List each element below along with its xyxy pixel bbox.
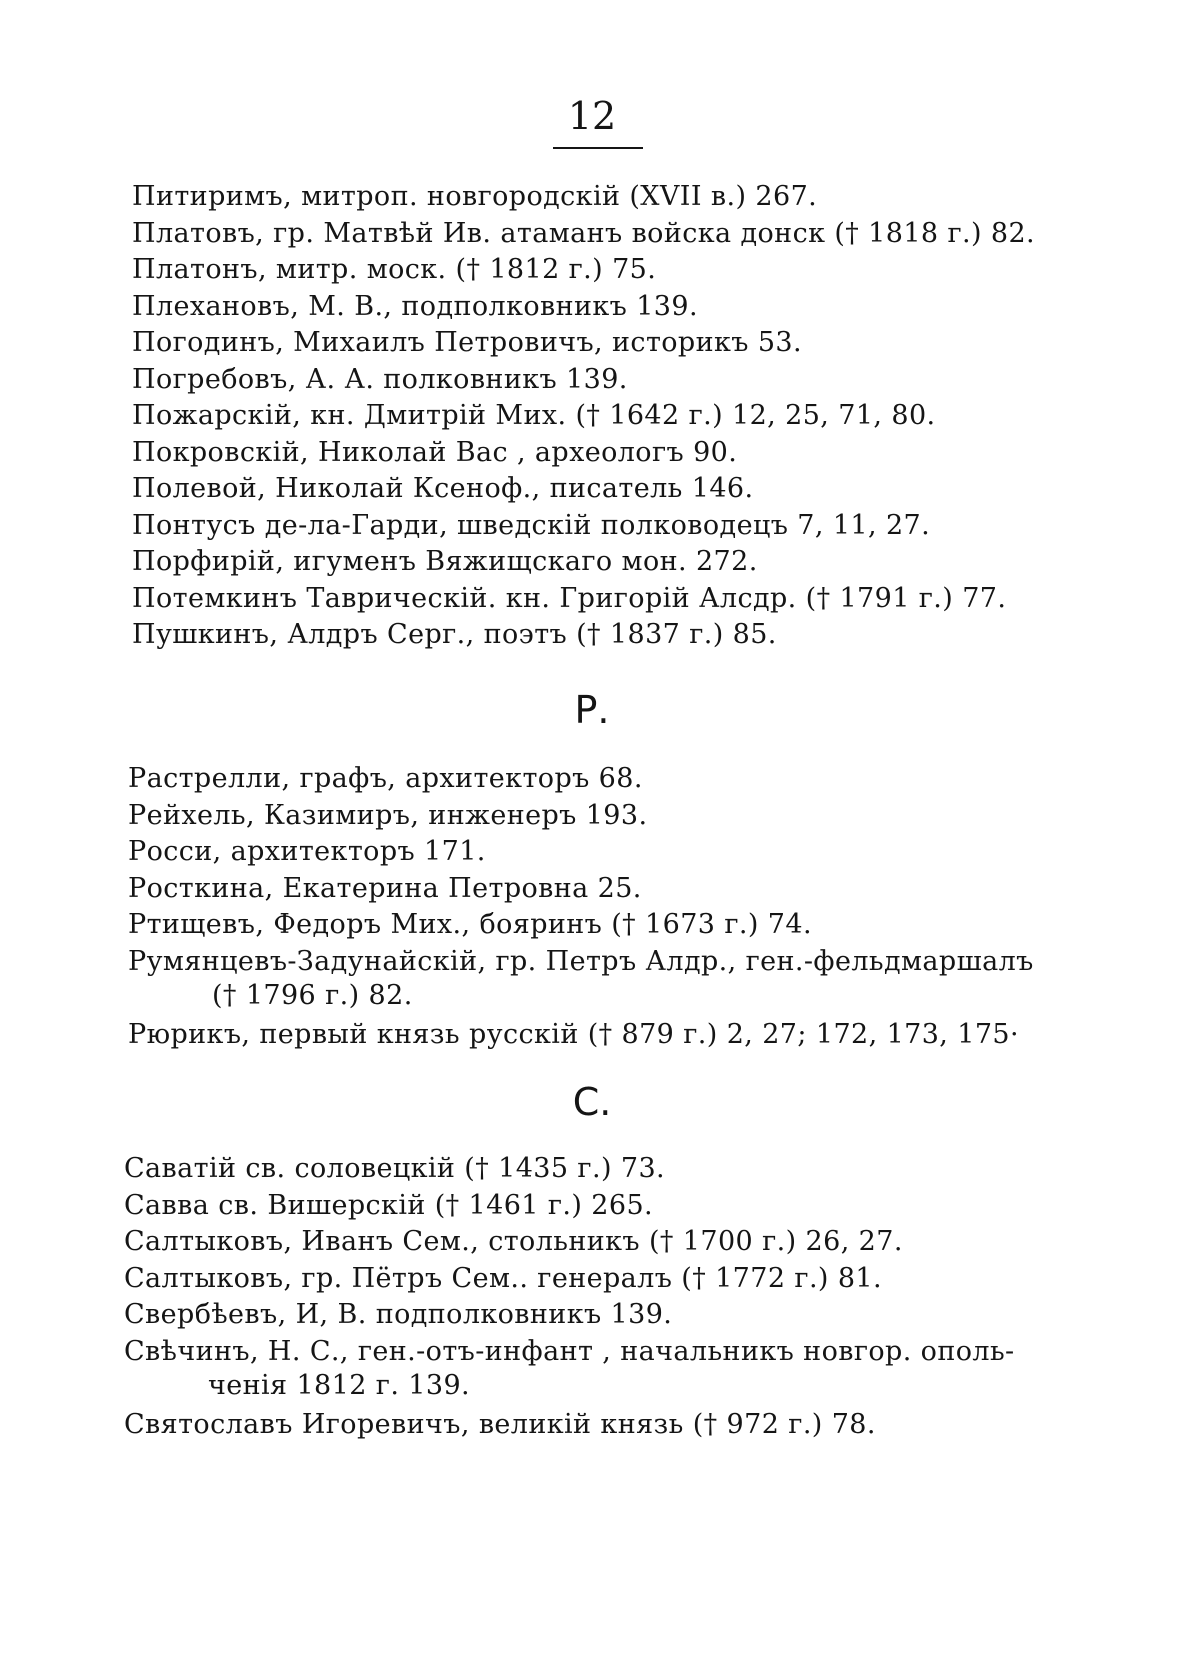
page-number-rule <box>553 147 643 149</box>
index-entry <box>128 762 643 796</box>
index-entry <box>124 1189 653 1223</box>
index-entry-text: Ртищевъ, Федоръ Мих., бояринъ († 1673 г.) 74. <box>128 909 812 940</box>
index-entry-text: Святославъ Игоревичъ, великій князь († 972 г.) 78. <box>124 1408 876 1440</box>
index-entry <box>132 472 753 506</box>
index-entry-text: Салтыковъ, Иванъ Сем., стольникъ († 1700 г.) 26, 27. <box>124 1226 903 1257</box>
index-entry <box>124 1408 876 1442</box>
section-letter: С. <box>572 1080 612 1124</box>
index-entry-text: Порфирій, игуменъ Вяжищскаго мон. 272. <box>132 546 758 577</box>
index-entry <box>132 509 930 543</box>
index-entry-text: Растрелли, графъ, архитекторъ 68. <box>128 763 643 794</box>
index-entry-text: Погодинъ, Михаилъ Петровичъ, историкъ 53. <box>132 327 802 358</box>
index-entry <box>128 945 1034 1013</box>
index-entry <box>132 618 777 652</box>
index-entry-text: Румянцевъ-Задунайскій, гр. Петръ Алдр., ген.-фельдмаршалъ <box>128 945 1034 977</box>
index-entry-text: Понтусъ де-ла-Гарди, шведскій полководецъ 7, 11, 27. <box>132 509 931 541</box>
index-entry <box>128 908 812 942</box>
index-entry-continuation: ченія 1812 г. 139. <box>208 1369 470 1401</box>
index-entry <box>132 326 802 360</box>
index-entry-text: Свѣчинъ, Н. С., ген.-отъ-инфант , начальникъ новгор. ополь- <box>124 1335 1015 1367</box>
index-entry-text: Салтыковъ, гр. Пётръ Сем.. генералъ († 1772 г.) 81. <box>124 1262 882 1294</box>
index-entry-text: Пожарскій, кн. Дмитрій Мих. († 1642 г.) 12, 25, 71, 80. <box>132 400 936 431</box>
index-entry <box>132 253 656 287</box>
index-entry <box>132 582 1006 616</box>
section-letter: Р. <box>574 688 610 732</box>
index-entry-text: Савва св. Вишерскій († 1461 г.) 265. <box>124 1189 654 1221</box>
index-entry <box>128 872 642 906</box>
page-number: 12 <box>567 94 617 138</box>
index-entry <box>124 1335 1015 1403</box>
index-entry <box>132 180 817 214</box>
index-entry <box>132 436 737 470</box>
index-entry-text: Росткина, Екатерина Петровна 25. <box>128 872 642 904</box>
index-entry <box>124 1298 672 1332</box>
index-entry <box>128 799 647 833</box>
index-entry-text: Погребовъ, А. А. полковникъ 139. <box>132 363 628 395</box>
index-entry-text: Покровскій, Николай Вас , археологъ 90. <box>132 436 738 468</box>
index-entry-text: Питиримъ, митроп. новгородскій (XVII в.) 267. <box>132 181 818 212</box>
index-entry <box>132 399 936 433</box>
index-entry-text: Платонъ, митр. моск. († 1812 г.) 75. <box>132 254 657 285</box>
index-entry-text: Рюрикъ, первый князь русскій († 879 г.) 2, 27; 172, 173, 175· <box>128 1018 1019 1050</box>
index-entry <box>132 545 758 579</box>
index-entry <box>124 1152 665 1186</box>
index-entry <box>124 1225 903 1259</box>
index-entry-text: Свербѣевъ, И, В. подполковникъ 139. <box>124 1299 673 1330</box>
index-entry <box>132 217 1035 251</box>
index-entry-text: Росси, архитекторъ 171. <box>128 836 486 867</box>
index-entry-text: Пушкинъ, Алдръ Серг., поэтъ († 1837 г.) 85. <box>132 619 777 650</box>
index-entry <box>128 835 486 869</box>
index-entry-text: Потемкинъ Таврическій. кн. Григорій Алсдр. († 1791 г.) 77. <box>132 582 1007 614</box>
index-entry-text: Полевой, Николай Ксеноф., писатель 146. <box>132 473 754 504</box>
index-entry <box>132 363 628 397</box>
index-entry-text: Платовъ, гр. Матвѣй Ив. атаманъ войска донск († 1818 г.) 82. <box>132 217 1036 249</box>
index-entry-continuation: († 1796 г.) 82. <box>212 979 413 1011</box>
index-entry <box>124 1262 882 1296</box>
index-entry-text: Рейхель, Казимиръ, инженеръ 193. <box>128 799 648 831</box>
index-entry-text: Плехановъ, М. В., подполковникъ 139. <box>132 290 698 322</box>
index-entry <box>128 1018 1019 1052</box>
index-entry-text: Саватій св. соловецкій († 1435 г.) 73. <box>124 1153 666 1184</box>
index-entry <box>132 290 698 324</box>
